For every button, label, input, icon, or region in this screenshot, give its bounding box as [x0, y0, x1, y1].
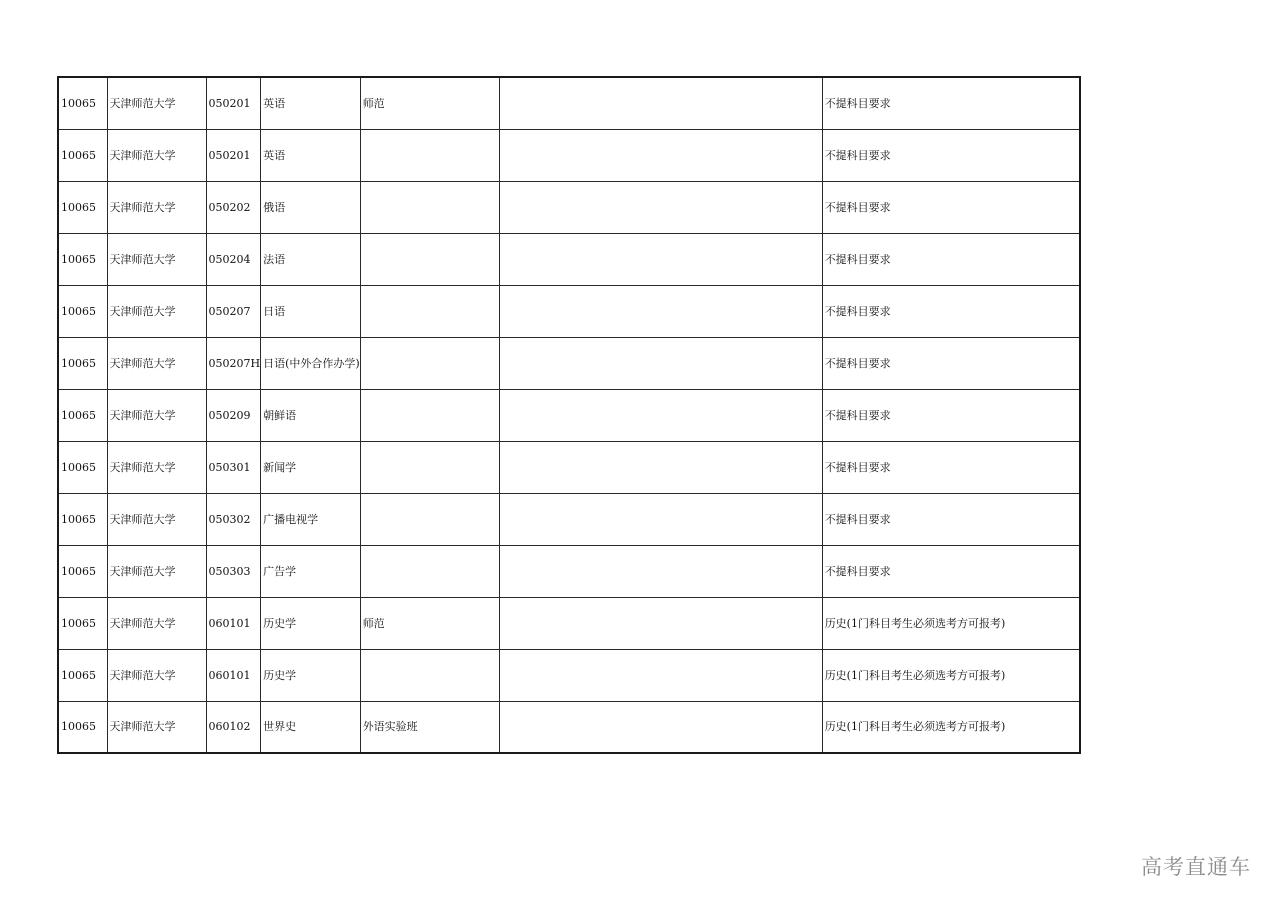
blank-cell	[499, 77, 822, 129]
school-code-cell: 10065	[58, 181, 107, 233]
major-note-cell: 师范	[360, 77, 499, 129]
major-code-cell: 050201	[206, 77, 261, 129]
major-note-cell	[360, 493, 499, 545]
subject-requirement-cell: 不提科目要求	[822, 389, 1080, 441]
major-code-cell: 050207H	[206, 337, 261, 389]
table-row	[58, 493, 1080, 545]
blank-cell	[499, 649, 822, 701]
blank-cell	[499, 181, 822, 233]
major-name-cell: 历史学	[261, 597, 361, 649]
table-row	[58, 129, 1080, 181]
major-name-cell: 日语	[261, 285, 361, 337]
blank-cell	[499, 493, 822, 545]
major-note-cell	[360, 441, 499, 493]
major-code-cell: 050209	[206, 389, 261, 441]
subject-requirement-cell: 不提科目要求	[822, 181, 1080, 233]
subject-requirement-cell: 不提科目要求	[822, 493, 1080, 545]
table-row	[58, 285, 1080, 337]
major-note-cell	[360, 545, 499, 597]
major-name-cell: 法语	[261, 233, 361, 285]
school-name-cell: 天津师范大学	[107, 77, 206, 129]
major-code-cell: 060102	[206, 701, 261, 753]
school-code-cell: 10065	[58, 77, 107, 129]
blank-cell	[499, 597, 822, 649]
school-name-cell: 天津师范大学	[107, 493, 206, 545]
major-name-cell: 英语	[261, 129, 361, 181]
major-name-cell: 英语	[261, 77, 361, 129]
major-code-cell: 060101	[206, 597, 261, 649]
blank-cell	[499, 441, 822, 493]
major-code-cell: 050201	[206, 129, 261, 181]
blank-cell	[499, 337, 822, 389]
school-code-cell: 10065	[58, 129, 107, 181]
blank-cell	[499, 285, 822, 337]
school-name-cell: 天津师范大学	[107, 441, 206, 493]
subject-requirement-cell: 不提科目要求	[822, 77, 1080, 129]
subject-requirements-table	[57, 76, 1081, 754]
major-note-cell: 师范	[360, 597, 499, 649]
school-code-cell: 10065	[58, 441, 107, 493]
major-code-cell: 050301	[206, 441, 261, 493]
school-code-cell: 10065	[58, 233, 107, 285]
school-name-cell: 天津师范大学	[107, 129, 206, 181]
major-code-cell: 050303	[206, 545, 261, 597]
major-note-cell	[360, 181, 499, 233]
subject-requirement-cell: 不提科目要求	[822, 337, 1080, 389]
major-note-cell	[360, 337, 499, 389]
school-code-cell: 10065	[58, 649, 107, 701]
subject-requirement-cell: 历史(1门科目考生必须选考方可报考)	[822, 597, 1080, 649]
blank-cell	[499, 233, 822, 285]
major-note-cell: 外语实验班	[360, 701, 499, 753]
major-name-cell: 历史学	[261, 649, 361, 701]
table-row	[58, 701, 1080, 753]
table-row	[58, 649, 1080, 701]
subject-requirement-cell: 不提科目要求	[822, 129, 1080, 181]
major-name-cell: 世界史	[261, 701, 361, 753]
school-name-cell: 天津师范大学	[107, 389, 206, 441]
table-body	[58, 77, 1080, 753]
table-row	[58, 441, 1080, 493]
subject-requirement-cell: 不提科目要求	[822, 285, 1080, 337]
major-name-cell: 广播电视学	[261, 493, 361, 545]
table-row	[58, 545, 1080, 597]
blank-cell	[499, 545, 822, 597]
major-name-cell: 日语(中外合作办学)	[261, 337, 361, 389]
major-name-cell: 新闻学	[261, 441, 361, 493]
table-row	[58, 337, 1080, 389]
school-code-cell: 10065	[58, 285, 107, 337]
school-name-cell: 天津师范大学	[107, 649, 206, 701]
subject-requirement-cell: 不提科目要求	[822, 233, 1080, 285]
blank-cell	[499, 701, 822, 753]
school-name-cell: 天津师范大学	[107, 701, 206, 753]
major-note-cell	[360, 129, 499, 181]
major-code-cell: 050202	[206, 181, 261, 233]
school-code-cell: 10065	[58, 701, 107, 753]
subject-requirement-cell: 不提科目要求	[822, 545, 1080, 597]
school-code-cell: 10065	[58, 493, 107, 545]
school-code-cell: 10065	[58, 545, 107, 597]
subject-requirement-cell: 历史(1门科目考生必须选考方可报考)	[822, 649, 1080, 701]
major-name-cell: 俄语	[261, 181, 361, 233]
major-code-cell: 060101	[206, 649, 261, 701]
school-name-cell: 天津师范大学	[107, 285, 206, 337]
table-row	[58, 233, 1080, 285]
subject-requirement-cell: 不提科目要求	[822, 441, 1080, 493]
watermark-logo-text: 高考直通车	[1141, 855, 1251, 879]
major-note-cell	[360, 649, 499, 701]
blank-cell	[499, 129, 822, 181]
school-name-cell: 天津师范大学	[107, 181, 206, 233]
table-row	[58, 77, 1080, 129]
school-name-cell: 天津师范大学	[107, 337, 206, 389]
major-name-cell: 朝鲜语	[261, 389, 361, 441]
major-code-cell: 050204	[206, 233, 261, 285]
subject-requirement-cell: 历史(1门科目考生必须选考方可报考)	[822, 701, 1080, 753]
major-name-cell: 广告学	[261, 545, 361, 597]
school-name-cell: 天津师范大学	[107, 597, 206, 649]
table-row	[58, 389, 1080, 441]
major-note-cell	[360, 389, 499, 441]
school-code-cell: 10065	[58, 337, 107, 389]
blank-cell	[499, 389, 822, 441]
major-code-cell: 050302	[206, 493, 261, 545]
major-code-cell: 050207	[206, 285, 261, 337]
school-code-cell: 10065	[58, 597, 107, 649]
school-name-cell: 天津师范大学	[107, 233, 206, 285]
school-name-cell: 天津师范大学	[107, 545, 206, 597]
table-row	[58, 181, 1080, 233]
major-note-cell	[360, 285, 499, 337]
major-note-cell	[360, 233, 499, 285]
school-code-cell: 10065	[58, 389, 107, 441]
table-row	[58, 597, 1080, 649]
